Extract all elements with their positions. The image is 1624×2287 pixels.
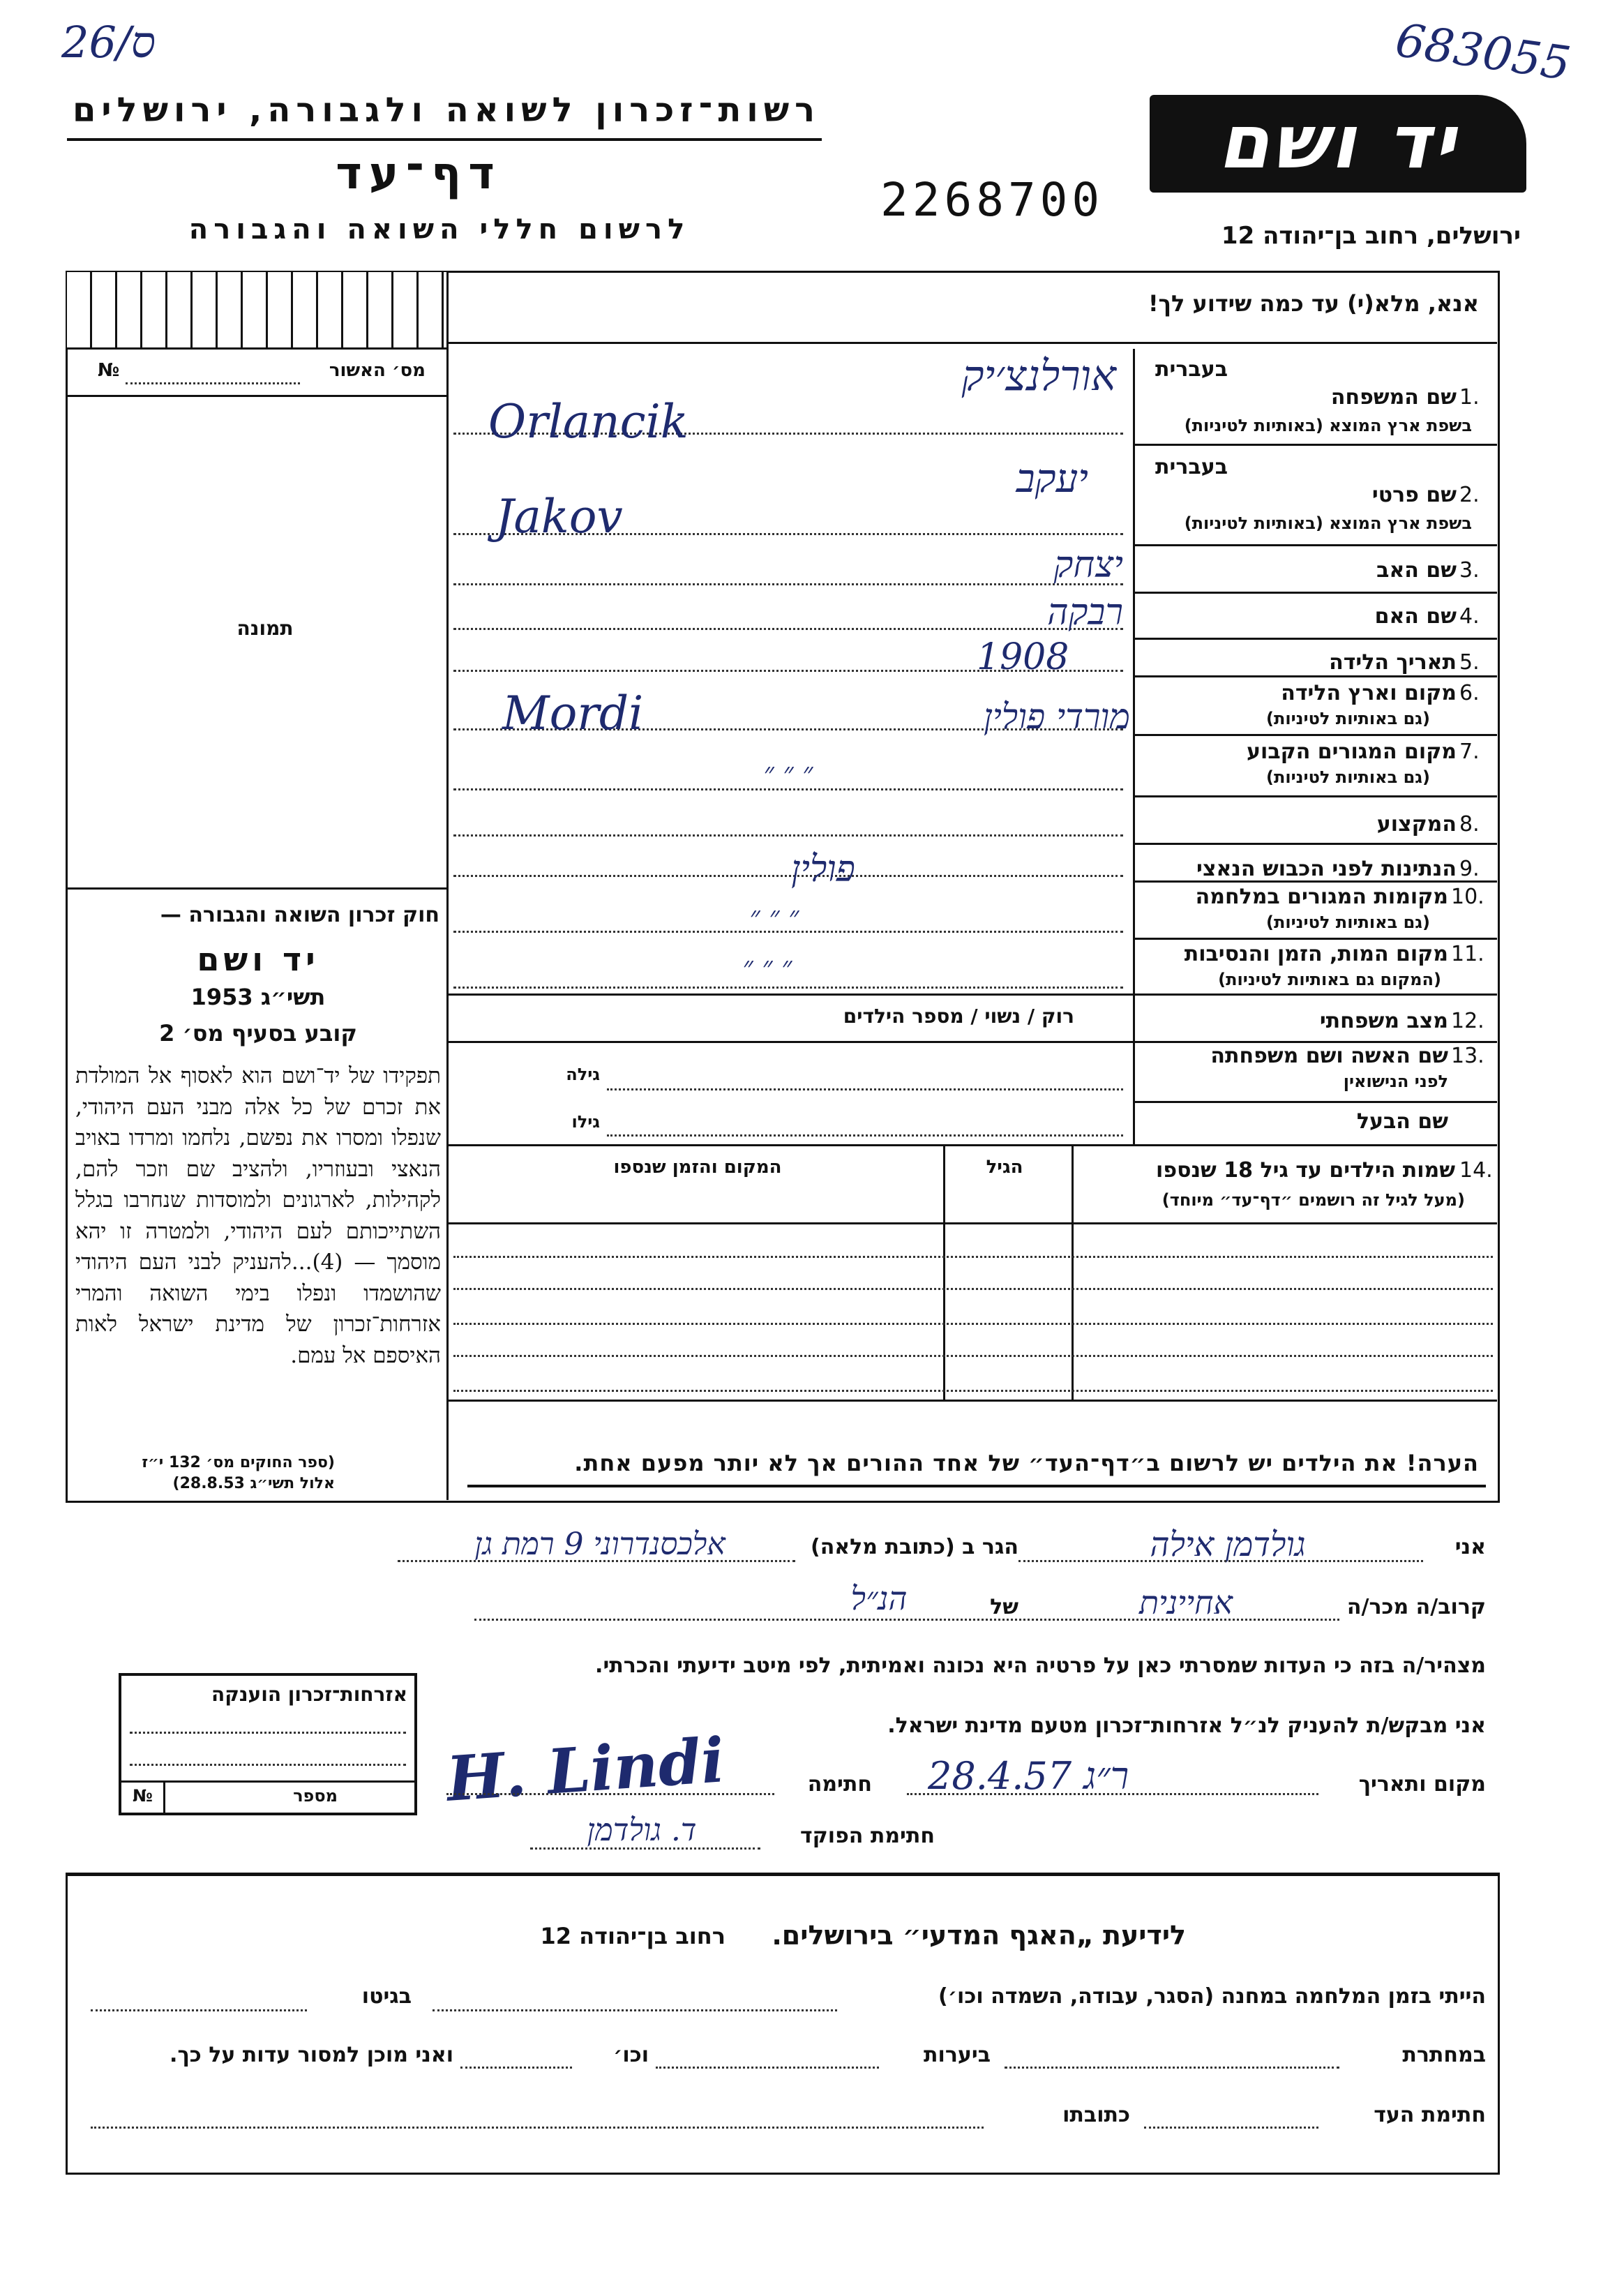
law-source: (ספר החוקים מס׳ 132 י״ז אלול תשי״ג 28.8.53)	[142, 1454, 335, 1492]
children-header-rule	[446, 1222, 1497, 1224]
field-11-label: מקום המות, הזמן והנסיבות	[1184, 942, 1448, 966]
field-2-sep	[1133, 544, 1497, 546]
ghetto-label: בגיטו	[361, 1984, 412, 2009]
field-2-note: בשפת ארץ המוצא (באותיות לטיניות)	[1184, 513, 1472, 533]
field-10-num: 10.	[1451, 885, 1484, 909]
officer-signature-line[interactable]	[530, 1847, 760, 1850]
wife-name-line[interactable]	[607, 1088, 1123, 1090]
of-label: של	[990, 1595, 1018, 1619]
citizenship-line-2[interactable]	[130, 1764, 406, 1766]
firstname-hebrew-value: יעקב	[1016, 456, 1088, 502]
field-2-num: 2.	[1459, 483, 1480, 507]
law-year: תשי״ג 1953	[190, 984, 326, 1010]
nationality-value: פולין	[791, 848, 855, 890]
field-9-num: 9.	[1459, 857, 1480, 881]
place-date-label: מקום ותאריך	[1358, 1772, 1486, 1797]
field-5-label: תאריך הלידה	[1329, 650, 1457, 675]
field-13-sep	[1133, 1101, 1497, 1103]
logo-text: יד ושם	[1218, 99, 1458, 185]
law-clause: קובע בסעיף מס׳ 2	[159, 1020, 357, 1047]
field-6-label: מקום וארץ הלידה	[1281, 681, 1457, 705]
surname-hebrew-value: אורלנצ׳יק	[961, 352, 1116, 400]
approval-no-sign: №	[98, 360, 120, 381]
witness-name-line[interactable]	[1018, 1560, 1423, 1562]
forests-label: ביערות	[924, 2043, 991, 2067]
law-name: יד ושם	[197, 940, 319, 978]
officer-signature-value: ד. גולדמן	[587, 1813, 697, 1848]
witness-name-value: גולדמן אילה	[1150, 1525, 1306, 1564]
science-dept-address: רחוב בן־יהודה 12	[540, 1923, 725, 1949]
field-1-note: בשפת ארץ המוצא (באותיות לטיניות)	[1184, 416, 1472, 435]
witness-address-label: כתובתו	[1062, 2103, 1130, 2127]
field-7-sep	[1133, 795, 1497, 797]
office-code-boxes	[67, 272, 446, 347]
science-dept-title: לידיעת „האגף המדעי״ בירושלים.	[772, 1920, 1186, 1951]
office-code-bottom	[67, 347, 446, 350]
field-13-label: שם האשה ושם משפחתה	[1210, 1044, 1448, 1068]
field-1-num: 1.	[1459, 385, 1480, 410]
field-9-sep	[1133, 880, 1497, 883]
children-row-line-3[interactable]	[453, 1323, 1493, 1325]
request-text: אני מבקש/ת להעניק לנ״ל אזרחות־זכרון מטעם מדינת ישראל.	[887, 1714, 1486, 1738]
field-8-num: 8.	[1459, 812, 1480, 837]
photo-bottom	[67, 887, 446, 890]
field-6-num: 6.	[1459, 681, 1480, 705]
residence-ditto-value: ״ ״ ״	[763, 757, 813, 789]
citizenship-box-title: אזרחות־זכרון הוענקה	[211, 1683, 407, 1706]
citizenship-number-divider	[163, 1780, 165, 1813]
field-2-tag: בעברית	[1155, 455, 1228, 479]
children-col-divider-2	[943, 1146, 945, 1400]
form-title: דף־עד	[336, 148, 502, 200]
authority-title: רשות־זכרון לשואה ולגבורה, ירושלים	[72, 91, 820, 130]
field-7-label: מקום המגורים הקבוע	[1247, 740, 1457, 764]
field-6-sep	[1133, 734, 1497, 736]
field-7-note: (גם באותיות לטיניות)	[1266, 767, 1430, 787]
firstname-latin-value: Jakov	[495, 490, 623, 543]
children-note: (מעל לגיל זה רושמים ״דף־עד״ מיוחד)	[1161, 1190, 1465, 1210]
witness-address-line[interactable]	[398, 1560, 795, 1562]
forests-line[interactable]	[656, 2067, 879, 2069]
decl-i-label: אני	[1454, 1535, 1486, 1559]
field-11-sep	[446, 993, 1497, 996]
field-13-num: 13.	[1451, 1044, 1484, 1068]
father-name-value: יצחק	[1053, 544, 1123, 586]
underground-line[interactable]	[1005, 2067, 1339, 2069]
field-9-label: הנתינות לפני הכבוש הנאצי	[1196, 857, 1457, 881]
children-remark: הערה! את הילדים יש לרשום ב״דף־העד״ של אחד ההורים אך לא יותר מפעם אחת.	[574, 1450, 1479, 1476]
relation-value: אחיינית	[1138, 1584, 1233, 1621]
marital-options: רוק / נשוי / מספר הילדים	[843, 1005, 1074, 1028]
field-11-note: (המקום גם באותיות לטיניות)	[1218, 970, 1441, 989]
remark-rule	[467, 1485, 1486, 1487]
decl-resides-label: הגר ב (כתובת מלאה)	[810, 1535, 1018, 1559]
field-8-sep	[1133, 843, 1497, 845]
death-place-ditto-value: ״ ״ ״	[742, 951, 792, 983]
children-bottom	[446, 1400, 1497, 1402]
field-4-label: שם האם	[1374, 604, 1457, 629]
children-num: 14.	[1459, 1158, 1493, 1183]
field-10-note: (גם באותיות לטיניות)	[1266, 913, 1430, 932]
label-column-divider	[1133, 349, 1135, 1144]
archive-number-note: 683055	[1392, 13, 1574, 91]
approval-label: מס׳ האשור	[329, 360, 426, 381]
birthplace-hebrew-value: מורדי פולין	[983, 696, 1130, 737]
field-1-tag: בעברית	[1155, 357, 1228, 382]
ghetto-line[interactable]	[91, 2009, 307, 2011]
place-date-value: ר״ג 28.4.57	[928, 1754, 1129, 1798]
officer-signature-label: חתימת הפוקד	[800, 1824, 935, 1848]
relation-line[interactable]	[474, 1619, 1339, 1621]
children-row-line-5[interactable]	[453, 1390, 1493, 1392]
field-11-num: 11.	[1451, 942, 1484, 966]
wartime-residence-ditto-value: ״ ״ ״	[749, 901, 799, 933]
witness-address-line-2[interactable]	[91, 2127, 984, 2129]
relation-label: קרוב/ה מכר/ה	[1346, 1595, 1486, 1619]
yad-vashem-logo	[1150, 95, 1526, 193]
etc-label: וכו׳	[613, 2043, 649, 2067]
left-column-divider	[446, 272, 449, 1500]
citizenship-box	[119, 1673, 417, 1815]
field-10-sep	[1133, 938, 1497, 940]
testimony-text: ואני מוכן למסור עדות על כך.	[170, 2043, 453, 2067]
children-row-line-2[interactable]	[453, 1288, 1493, 1290]
field-4-sep	[1133, 638, 1497, 640]
witness-signature: H. Lindi	[444, 1723, 727, 1815]
children-row-line-4[interactable]	[453, 1355, 1493, 1357]
camp-line-label: הייתי בזמן המלחמה במחנה (הסגר, עבודה, השמדה וכו׳)	[938, 1984, 1486, 2009]
field-12-label: מצב משפחתי	[1319, 1009, 1448, 1033]
witness-signature-line[interactable]	[1144, 2127, 1318, 2129]
field-6-note: (גם באותיות לטיניות)	[1266, 709, 1430, 728]
field-3-num: 3.	[1459, 558, 1480, 583]
form-number: 2268700	[880, 173, 1104, 227]
field-2-label: שם פרטי	[1371, 483, 1457, 507]
birth-date-value: 1908	[977, 636, 1069, 678]
field-7-num: 7.	[1459, 740, 1480, 764]
approval-number-line[interactable]	[126, 382, 300, 384]
field-12-sep	[446, 1041, 1497, 1043]
field-4-num: 4.	[1459, 604, 1480, 629]
children-age-header: הגיל	[986, 1157, 1023, 1178]
of-value: הנ״ל	[850, 1580, 908, 1617]
citizenship-number-label: מספר	[293, 1786, 338, 1806]
field-8-line[interactable]	[453, 834, 1123, 837]
instruction-rule	[446, 342, 1497, 344]
address-line: ירושלים, רחוב בן־יהודה 12	[1221, 222, 1521, 250]
field-12-num: 12.	[1451, 1009, 1484, 1033]
field-10-label: מקומות המגורים במלחמה	[1195, 885, 1448, 909]
husband-age-label: גילו	[571, 1112, 600, 1132]
approval-bottom	[67, 395, 446, 397]
surname-latin-value: Orlancik	[488, 395, 689, 449]
field-8-label: המקצוע	[1376, 812, 1457, 837]
lower-section-frame	[66, 1873, 1500, 2175]
husband-label: שם הבעל	[1356, 1109, 1448, 1134]
law-body: תפקידו של יד־ושם הוא לאסוף אל המולדת את זכרם של כל אלה מבני העם היהודי, שנפלו ומסרו את נפשם, נלחמו ומרדו באויב הנאצי ובעוזריו, ולהציב שם וזכר להם, לקהילות, לארגונים ולמוסדות שנחרבו בגלל השתייכותם לעם היהודי, ולמטרה זו יהא מוסמך — (4)...להעניק לבני העם היהודי שהושמדו ונפלו בימי השואה והמרי אזרחות־זכרון של מדינת ישראל לאות האיספם אל עמם.	[75, 1063, 441, 1368]
etc-line[interactable]	[460, 2067, 572, 2069]
law-title: חוק זכרון השואה והגבורה —	[160, 903, 439, 927]
photo-label: תמונה	[236, 617, 294, 640]
birthplace-latin-value: Mordi	[502, 687, 644, 740]
field-11-line[interactable]	[453, 987, 1123, 989]
field-3-sep	[1133, 592, 1497, 594]
husband-name-line[interactable]	[607, 1134, 1123, 1137]
citizenship-no-sign: №	[133, 1786, 153, 1806]
place-date-line[interactable]	[907, 1793, 1318, 1795]
field-13-note: לפני הנישואין	[1343, 1072, 1448, 1091]
page-reference-note: 26/ס	[61, 17, 156, 68]
signature-label: חתימה	[807, 1772, 872, 1797]
signature-line[interactable]	[446, 1793, 774, 1795]
field-3-label: שם האב	[1376, 558, 1457, 583]
children-place-header: המקום והזמן שנספו	[613, 1157, 782, 1178]
field-1-sep	[1133, 444, 1497, 446]
statement-text: מצהיר/ה בזה כי העדות שמסרתי כאן על פרטיה היא נכונה ואמיתית, לפי מיטב ידיעתי והכרתי.	[595, 1654, 1486, 1678]
husband-sep	[446, 1144, 1497, 1146]
field-5-num: 5.	[1459, 650, 1480, 675]
wife-age-label: גילה	[566, 1065, 600, 1084]
field-5-sep	[1133, 675, 1497, 677]
citizenship-number-rule	[121, 1780, 414, 1783]
instruction-text: אנא, מלא(י) עד כמה שידוע לך!	[1148, 290, 1479, 317]
children-label: שמות הילדים עד גיל 18 שנספו	[1156, 1158, 1455, 1183]
citizenship-line-1[interactable]	[130, 1732, 406, 1734]
underground-label: במחתרת	[1402, 2043, 1486, 2067]
children-col-divider-1	[1072, 1146, 1074, 1400]
camp-line[interactable]	[433, 2009, 837, 2011]
form-subtitle: לרשום חללי השואה והגבורה	[188, 213, 691, 246]
witness-signature-label: חתימת העד	[1374, 2103, 1486, 2127]
children-row-line-1[interactable]	[453, 1256, 1493, 1258]
header-rule	[67, 138, 822, 141]
field-1-label: שם המשפחה	[1330, 385, 1457, 410]
mother-name-value: רבקה	[1047, 592, 1123, 633]
witness-address-value: אלכסנדרוני 9 רמת גן	[474, 1527, 725, 1562]
